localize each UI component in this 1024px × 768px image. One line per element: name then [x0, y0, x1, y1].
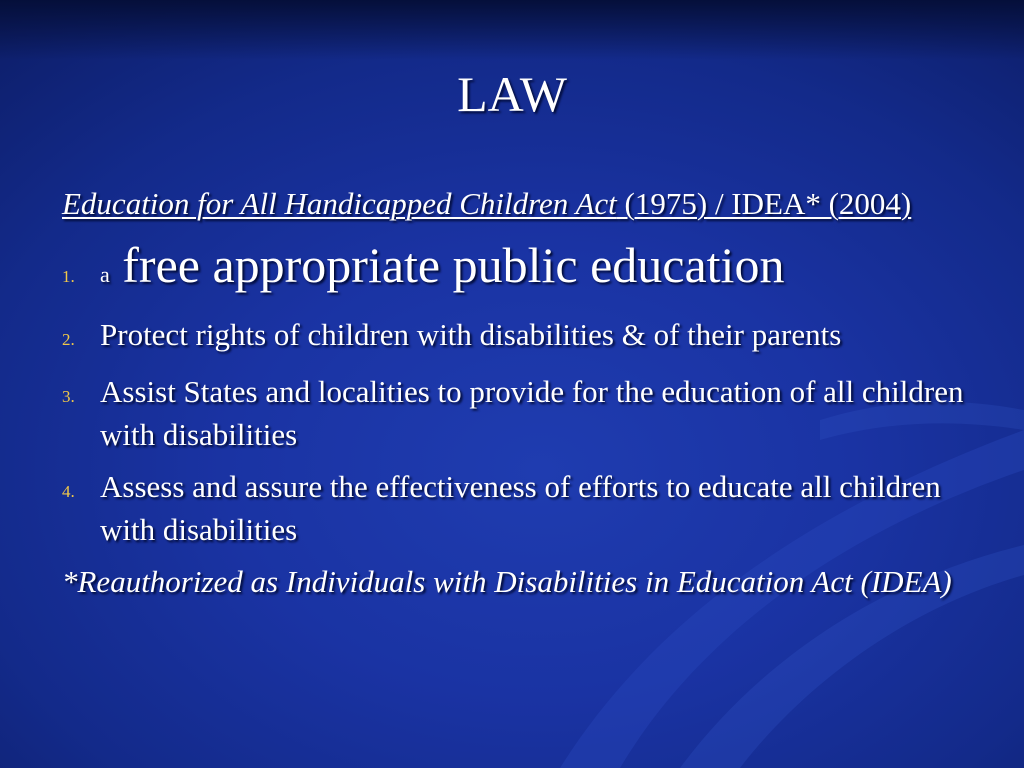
list-item	[62, 370, 982, 456]
act-years: (1975) / IDEA* (2004)	[616, 186, 912, 221]
slide-content	[62, 185, 982, 603]
list-item	[62, 313, 982, 361]
list-number: 3.	[62, 387, 75, 406]
list-item	[62, 465, 982, 551]
list-item-text	[100, 235, 982, 305]
footnote: *Reauthorized as Individuals with Disabilities in Education Act (IDEA)	[62, 564, 952, 599]
list-item-prefix: a	[100, 262, 110, 287]
list-item-text: Assess and assure the effectiveness of efforts to educate all children with disabilities	[100, 469, 941, 547]
list-item-text: Protect rights of children with disabilities & of their parents	[100, 317, 842, 352]
act-name: Education for All Handicapped Children Act	[62, 186, 617, 221]
list-item	[62, 235, 982, 307]
list-item-text: Assist States and localities to provide for the education of all children with disabilities	[100, 374, 964, 452]
list-number: 4.	[62, 482, 75, 501]
list-number: 2.	[62, 330, 75, 349]
list-item-main: free appropriate public education	[109, 237, 785, 293]
act-heading	[62, 185, 982, 223]
slide-title: LAW	[457, 66, 567, 122]
list-number: 1.	[62, 267, 75, 286]
